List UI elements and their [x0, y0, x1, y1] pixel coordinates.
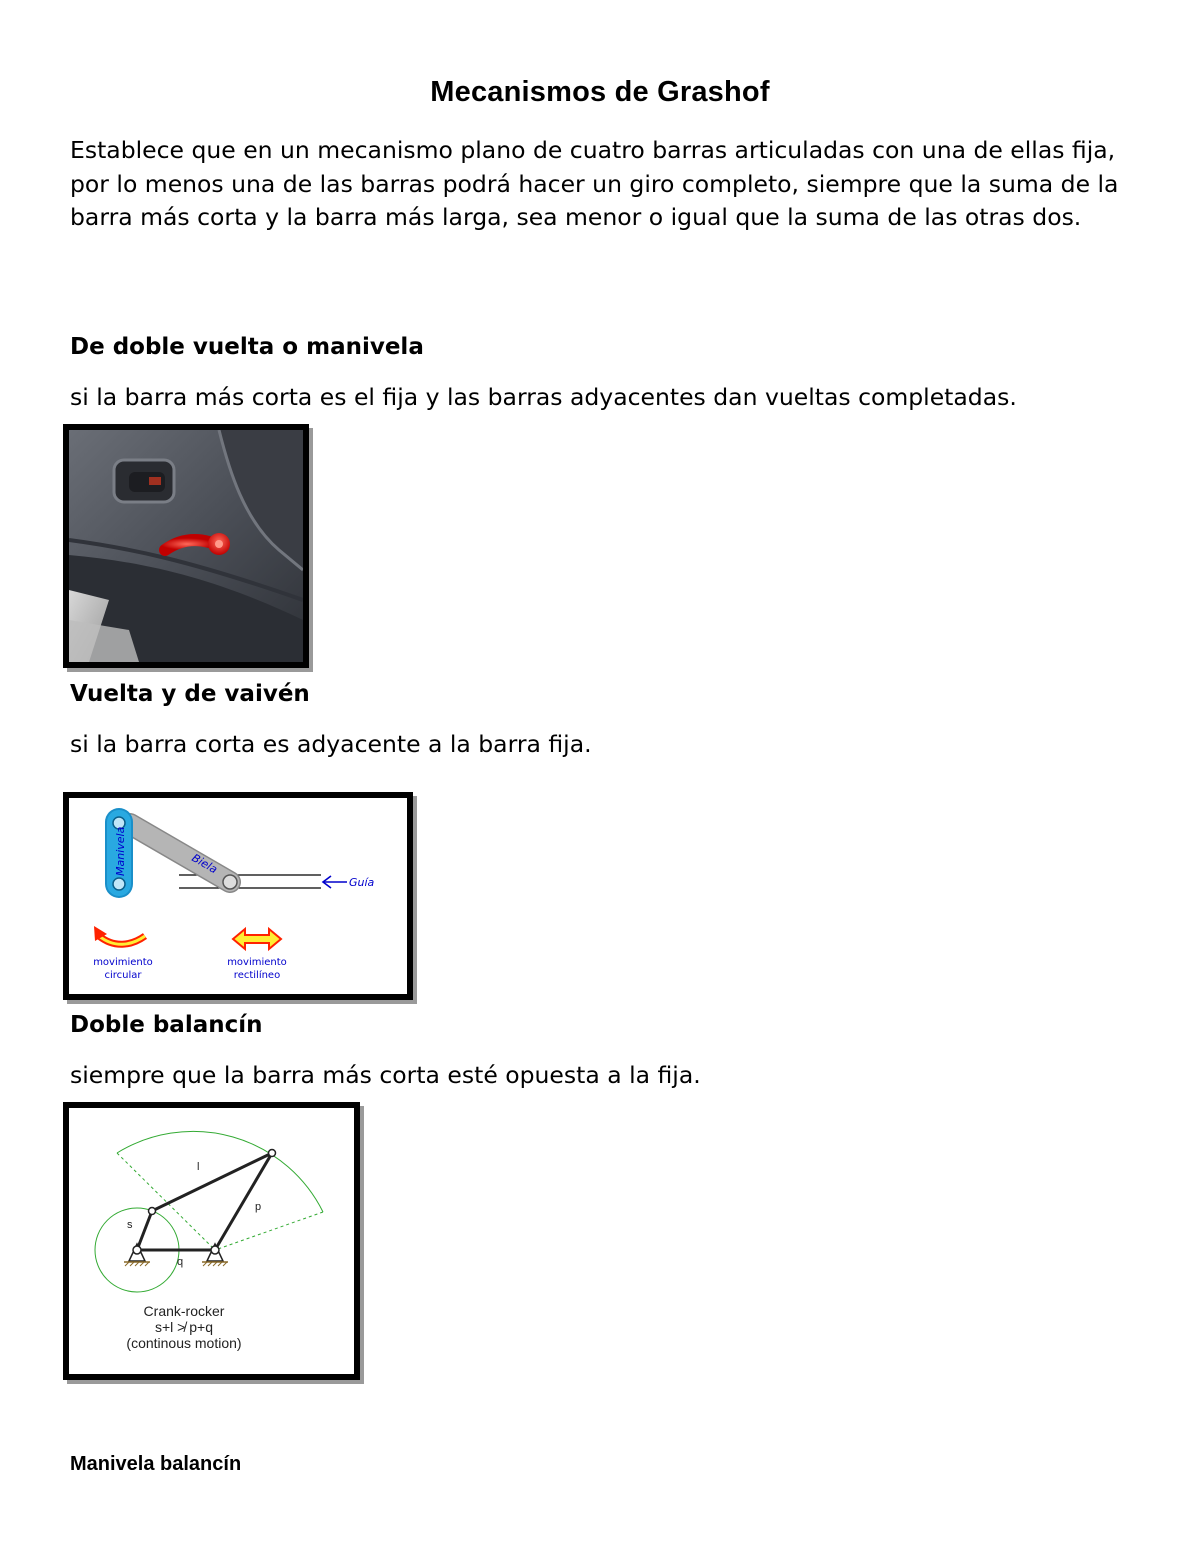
crank-slider-diagram [63, 792, 413, 1000]
circular-motion-label-1: movimiento [93, 957, 153, 968]
section-text-doble-balancin: siempre que la barra más corta esté opuesta a la fija. [70, 1061, 701, 1089]
guide-label: Guía [349, 876, 375, 889]
link-label-l: l [197, 1161, 200, 1173]
section-heading-doble-vuelta: De doble vuelta o manivela [70, 334, 424, 360]
link-label-q: q [177, 1256, 184, 1268]
crank-rocker-diagram [63, 1102, 360, 1380]
car-door-photo [63, 424, 309, 668]
linear-motion-label-1: movimiento [227, 957, 287, 968]
section-heading-manivela-balancin: Manivela balancín [70, 1453, 242, 1475]
section-text-vuelta-vaiven: si la barra corta es adyacente a la barra fija. [70, 730, 592, 758]
double-arrow-icon [233, 929, 281, 949]
intro-paragraph: Establece que en un mecanismo plano de cuatro barras articuladas con una de ellas fija, por lo menos una de las barras podrá hacer un giro completo, siempre que la suma de la barra más corta y la barra más larga, sea menor o igual que la suma de las otras dos. [70, 136, 1119, 231]
link-label-p: p [255, 1201, 262, 1213]
section-heading-doble-balancin: Doble balancín [70, 1012, 263, 1038]
link-label-s: s [127, 1219, 133, 1231]
rod-label: Biela [189, 851, 220, 877]
crank-label: Manivela [114, 826, 127, 876]
caption-line-1: Crank-rocker [143, 1303, 225, 1319]
linear-motion-label-2: rectilíneo [233, 970, 281, 981]
caption-line-2: s+l ≯ p+q [155, 1319, 213, 1335]
section-heading-vuelta-vaiven: Vuelta y de vaivén [70, 681, 310, 707]
circular-motion-label-2: circular [104, 970, 142, 981]
section-text-doble-vuelta: si la barra más corta es el fija y las barras adyacentes dan vueltas completadas. [70, 383, 1017, 411]
caption-line-3: (continous motion) [126, 1335, 242, 1351]
page-title: Mecanismos de Grashof [430, 76, 770, 108]
rod-bar [130, 824, 230, 882]
